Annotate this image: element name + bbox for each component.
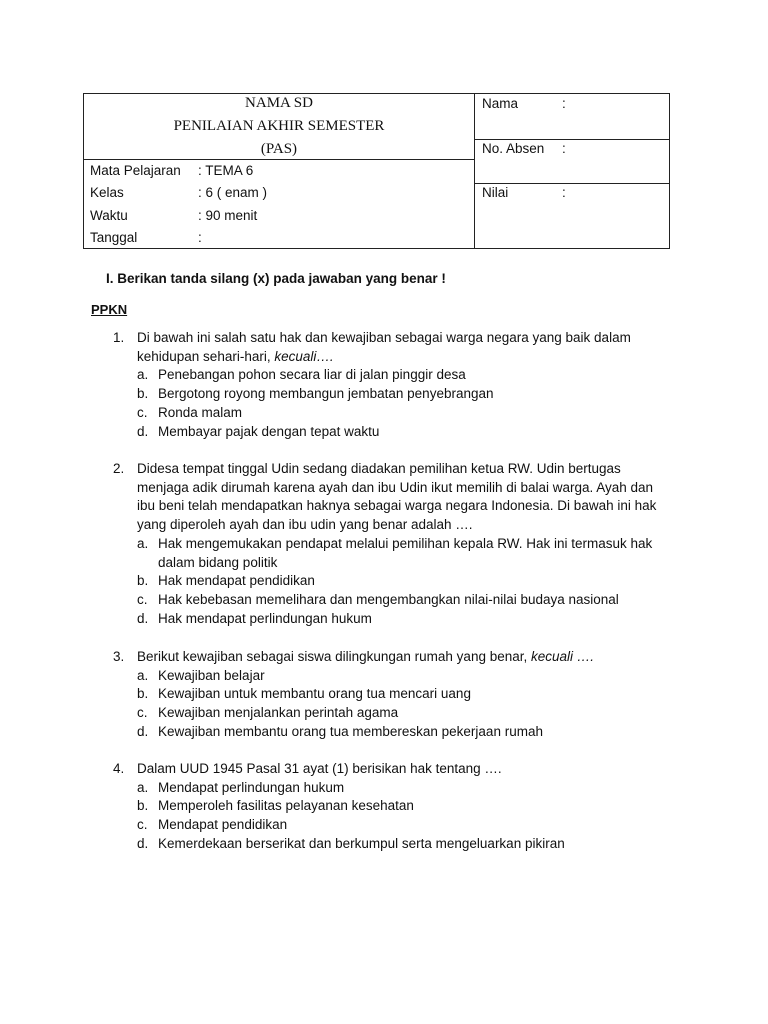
option-letter: a. xyxy=(137,535,149,551)
option-text: Hak mengemukakan pendapat melalui pemilihan kepala RW. Hak ini termasuk hak dalam bidang politik xyxy=(158,535,653,570)
question-stem xyxy=(137,460,673,535)
option-text: Mendapat pendidikan xyxy=(158,817,288,833)
table-divider xyxy=(84,159,474,160)
stem-italic: kecuali…. xyxy=(274,348,334,364)
exam-abbrev: (PAS) xyxy=(260,141,298,157)
option-text: Kewajiban menjalankan perintah agama xyxy=(158,705,399,721)
field-label: Nilai xyxy=(482,185,509,200)
meta-label: Mata Pelajaran xyxy=(90,163,181,178)
stem-text: Berikut kewajiban sebagai siswa dilingkungan rumah yang benar, xyxy=(137,649,528,664)
option-c[interactable] xyxy=(113,704,673,723)
question-2 xyxy=(113,460,673,628)
meta-label: Tanggal xyxy=(90,230,138,245)
option-list xyxy=(113,366,673,441)
option-text: Membayar pajak dengan tepat waktu xyxy=(158,423,380,439)
school-name: NAMA SD xyxy=(245,95,313,111)
option-text: Kewajiban belajar xyxy=(158,667,265,683)
option-d[interactable] xyxy=(113,610,673,629)
option-b[interactable] xyxy=(113,685,673,704)
option-list xyxy=(113,779,673,854)
question-3 xyxy=(113,648,673,742)
option-letter: c. xyxy=(137,404,148,420)
question-stem xyxy=(137,648,673,667)
option-a[interactable] xyxy=(113,667,673,686)
option-letter: a. xyxy=(137,667,149,683)
header-table xyxy=(83,93,670,249)
meta-label: Waktu xyxy=(90,208,128,223)
option-c[interactable] xyxy=(113,816,673,835)
option-letter: d. xyxy=(137,610,149,626)
question-number: 1. xyxy=(113,330,125,345)
exam-title: PENILAIAN AKHIR SEMESTER xyxy=(173,118,385,134)
option-letter: c. xyxy=(137,591,148,607)
option-d[interactable] xyxy=(113,835,673,854)
option-b[interactable] xyxy=(113,385,673,404)
option-list xyxy=(113,667,673,742)
option-letter: b. xyxy=(137,573,149,589)
stem-text: Di bawah ini salah satu hak dan kewajiban sebagai warga negara yang baik dalam kehidupan sehari-hari, xyxy=(137,330,631,364)
question-number: 2. xyxy=(113,461,125,476)
stem-text: Dalam UUD 1945 Pasal 31 ayat (1) berisikan hak tentang …. xyxy=(137,761,502,776)
option-letter: d. xyxy=(137,835,149,851)
question-number: 3. xyxy=(113,649,125,664)
option-letter: a. xyxy=(137,367,149,383)
option-letter: b. xyxy=(137,686,149,702)
stem-italic: kecuali …. xyxy=(531,649,595,664)
meta-label: Kelas xyxy=(90,185,124,200)
option-text: Hak kebebasan memelihara dan mengembangkan nilai-nilai budaya nasional xyxy=(158,591,619,607)
question-4 xyxy=(113,760,673,854)
question-stem xyxy=(137,329,673,366)
option-d[interactable] xyxy=(113,423,673,442)
option-text: Bergotong royong membangun jembatan penyebrangan xyxy=(158,386,494,402)
stem-text: Didesa tempat tinggal Udin sedang diadakan pemilihan ketua RW. Udin bertugas menjaga adik dirumah karena ayah dan ibu Udin ikut memilih di balai warga. Ayah dan ibu beni telah mendapatkan haknya sebagai warga negara Indonesia. Di bawah ini hak yang diperoleh ayah dan ibu udin yang benar adalah …. xyxy=(137,461,657,533)
meta-value: : TEMA 6 xyxy=(198,163,254,178)
option-c[interactable] xyxy=(113,404,673,423)
option-letter: c. xyxy=(137,817,148,833)
subject-heading: PPKN xyxy=(91,302,128,317)
option-letter: d. xyxy=(137,423,149,439)
option-text: Kewajiban untuk membantu orang tua mencari uang xyxy=(158,686,471,702)
option-letter: b. xyxy=(137,798,149,814)
field-label: No. Absen xyxy=(482,141,545,156)
instruction-heading: I. Berikan tanda silang (x) pada jawaban yang benar ! xyxy=(106,271,446,286)
field-colon: : xyxy=(562,96,566,111)
option-text: Kewajiban membantu orang tua membereskan pekerjaan rumah xyxy=(158,723,543,739)
option-a[interactable] xyxy=(113,779,673,798)
option-d[interactable] xyxy=(113,723,673,742)
table-divider xyxy=(474,139,670,140)
meta-value: : xyxy=(198,230,202,245)
option-text: Hak mendapat pendidikan xyxy=(158,573,315,589)
option-b[interactable] xyxy=(113,572,673,591)
option-letter: b. xyxy=(137,386,149,402)
option-text: Penebangan pohon secara liar di jalan pinggir desa xyxy=(158,367,466,383)
option-text: Ronda malam xyxy=(158,404,243,420)
option-text: Memperoleh fasilitas pelayanan kesehatan xyxy=(158,798,414,814)
field-label: Nama xyxy=(482,96,519,111)
option-c[interactable] xyxy=(113,591,673,610)
question-stem xyxy=(137,760,673,779)
table-divider xyxy=(474,94,475,248)
question-1 xyxy=(113,329,673,441)
option-list xyxy=(113,535,673,629)
option-text: Mendapat perlindungan hukum xyxy=(158,779,345,795)
option-text: Kemerdekaan berserikat dan berkumpul serta mengeluarkan pikiran xyxy=(158,835,565,851)
option-a[interactable] xyxy=(113,535,673,572)
question-number: 4. xyxy=(113,761,125,776)
option-letter: d. xyxy=(137,723,149,739)
option-letter: a. xyxy=(137,779,149,795)
meta-value: : 90 menit xyxy=(198,208,258,223)
field-colon: : xyxy=(562,141,566,156)
option-a[interactable] xyxy=(113,366,673,385)
table-divider xyxy=(474,183,670,184)
option-letter: c. xyxy=(137,705,148,721)
field-colon: : xyxy=(562,185,566,200)
option-b[interactable] xyxy=(113,797,673,816)
option-text: Hak mendapat perlindungan hukum xyxy=(158,610,372,626)
meta-value: : 6 ( enam ) xyxy=(198,185,268,200)
